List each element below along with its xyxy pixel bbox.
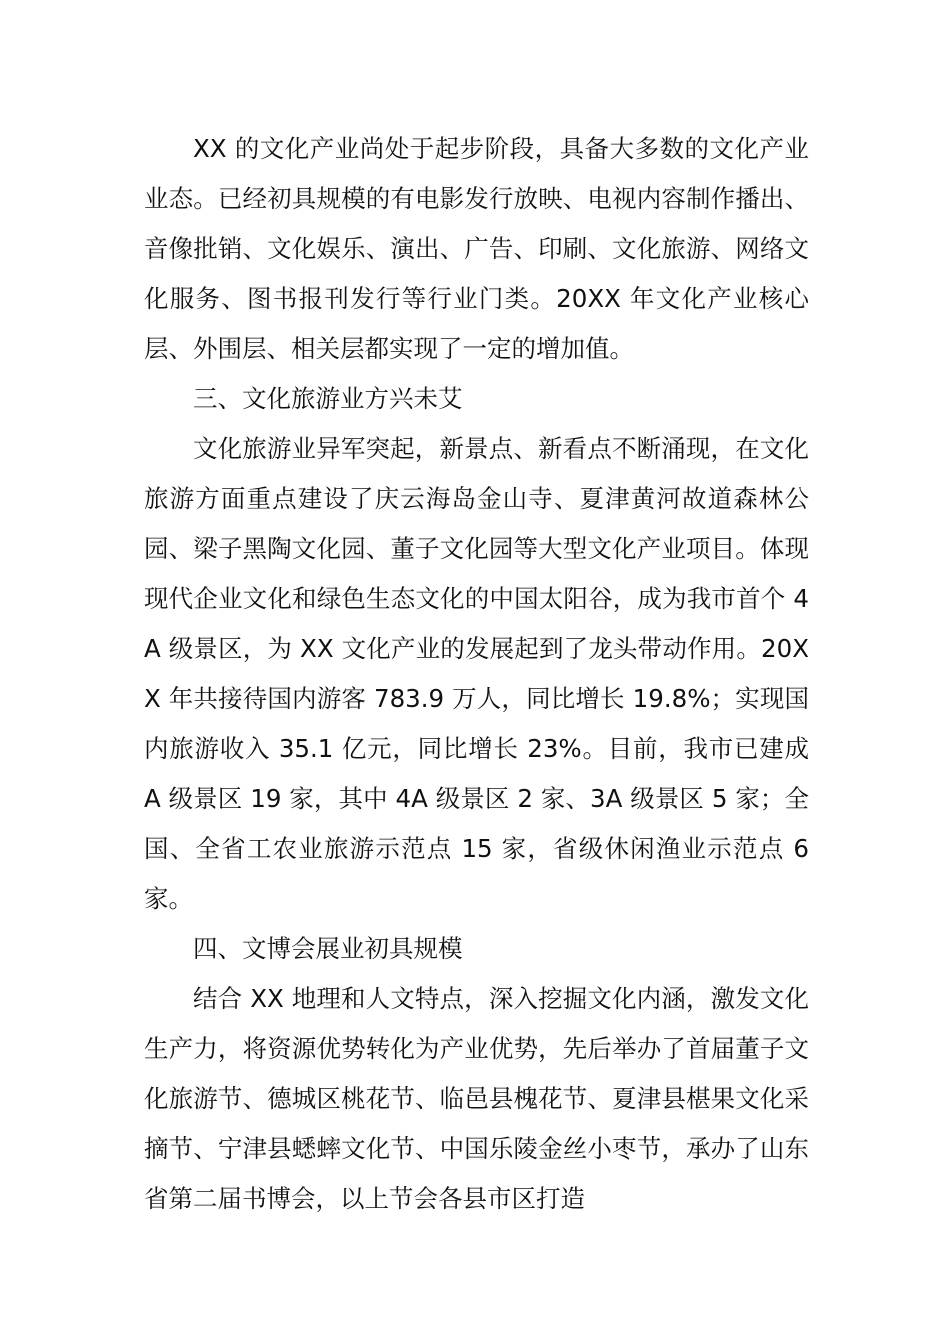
paragraph-cultural-tourism: 文化旅游业异军突起，新景点、新看点不断涌现，在文化旅游方面重点建设了庆云海岛金山寺、夏津黄河故道森林公园、梁子黑陶文化园、董子文化园等大型文化产业项目。体现现代企业文化和绿色生态文化的中国太阳谷，成为我市首个 4A 级景区，为 XX 文化产业的发展起到了龙头带动作用。20XX 年共接待国内游客 783.9 万人，同比增长 19.8%；实现国内旅游收入 35.1 亿元，同比增长 23%。目前，我市已建成 A 级景区 19 家，其中 4A 级景区 2 家、3A 级景区 5 家；全国、全省工农业旅游示范点 15 家，省级休闲渔业示范点 6 家。	[144, 434, 809, 913]
document-body	[144, 124, 809, 1224]
section-heading-cultural-tourism: 三、文化旅游业方兴未艾	[193, 384, 463, 413]
paragraph-cultural-industry: XX 的文化产业尚处于起步阶段，具备大多数的文化产业业态。已经初具规模的有电影发行放映、电视内容制作播出、音像批销、文化娱乐、演出、广告、印刷、文化旅游、网络文化服务、图书报刊发行等行业门类。20XX 年文化产业核心层、外围层、相关层都实现了一定的增加值。	[144, 134, 809, 363]
paragraph-exhibition: 结合 XX 地理和人文特点，深入挖掘文化内涵，激发文化生产力，将资源优势转化为产业优势，先后举办了首届董子文化旅游节、德城区桃花节、临邑县槐花节、夏津县椹果文化采摘节、宁津县蟋蟀文化节、中国乐陵金丝小枣节，承办了山东省第二届书博会，以上节会各县市区打造	[144, 984, 809, 1213]
section-heading-exhibition: 四、文博会展业初具规模	[193, 934, 463, 963]
